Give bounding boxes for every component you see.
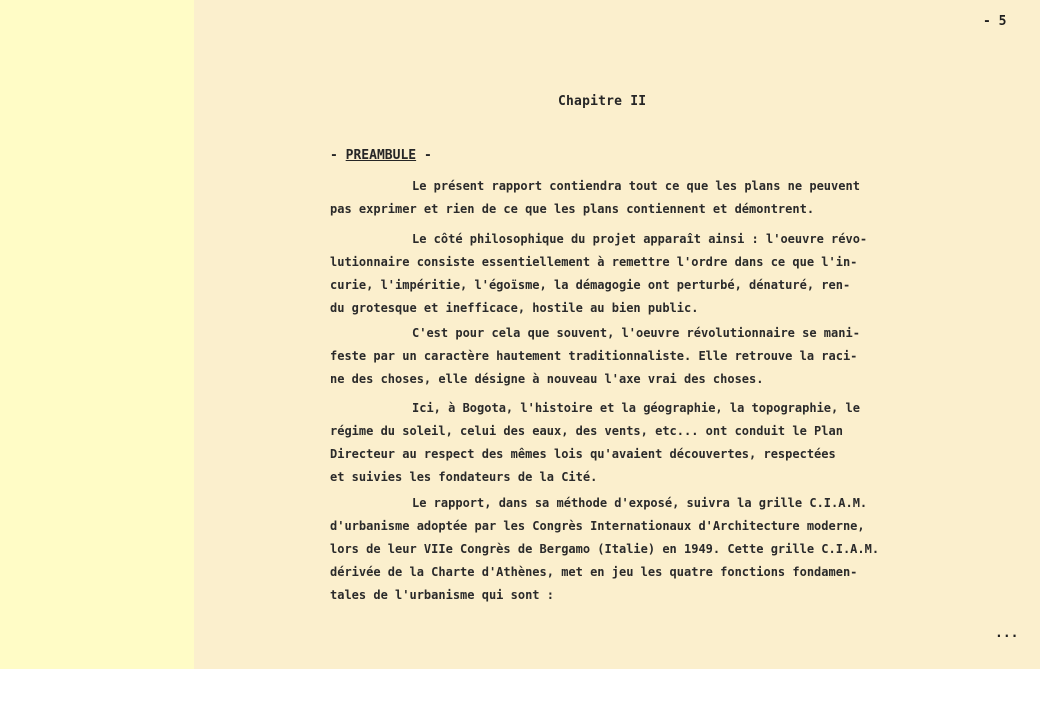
paragraph-2 [330, 228, 950, 320]
text-line: Directeur au respect des mêmes lois qu'avaient découvertes, respectées [330, 447, 836, 461]
text-line: tales de l'urbanisme qui sont : [330, 588, 554, 602]
text-line: pas exprimer et rien de ce que les plans contiennent et démontrent. [330, 202, 815, 216]
text-line: feste par un caractère hautement traditionnaliste. Elle retrouve la raci- [330, 349, 858, 363]
text-line: lors de leur VIIe Congrès de Bergamo (Italie) en 1949. Cette grille C.I.A.M. [330, 542, 880, 556]
continued-marker: ... [995, 626, 1019, 641]
text-line: du grotesque et inefficace, hostile au bien public. [330, 301, 699, 315]
text-line: dérivée de la Charte d'Athènes, met en jeu les quatre fonctions fondamen- [330, 565, 858, 579]
text-line: d'urbanisme adoptée par les Congrès Internationaux d'Architecture moderne, [330, 519, 865, 533]
text-line: Le rapport, dans sa méthode d'exposé, suivra la grille C.I.A.M. [412, 496, 868, 510]
left-margin-strip [0, 0, 194, 669]
paragraph-5 [330, 492, 950, 607]
text-line: régime du soleil, celui des eaux, des vents, etc... ont conduit le Plan [330, 424, 843, 438]
text-line: Ici, à Bogota, l'histoire et la géographie, la topographie, le [412, 401, 860, 415]
text-line: Le présent rapport contiendra tout ce que les plans ne peuvent [412, 179, 860, 193]
page-number: - 5 [983, 14, 1007, 29]
text-line: Le côté philosophique du projet apparaît ainsi : l'oeuvre révo- [412, 232, 868, 246]
paragraph-3 [330, 322, 950, 391]
text-line: et suivies les fondateurs de la Cité. [330, 470, 598, 484]
heading-dash-right: - [423, 148, 432, 163]
text-line: lutionnaire consiste essentiellement à remettre l'ordre dans ce que l'in- [330, 255, 858, 269]
heading-dash-left: - [330, 148, 338, 163]
text-line: curie, l'impéritie, l'égoïsme, la démagogie ont perturbé, dénaturé, ren- [330, 278, 851, 292]
chapter-title: Chapitre II [558, 94, 647, 109]
section-heading [330, 148, 432, 163]
heading-word: PREAMBULE [345, 148, 417, 163]
text-line: ne des choses, elle désigne à nouveau l'axe vrai des choses. [330, 372, 764, 386]
text-line: C'est pour cela que souvent, l'oeuvre révolutionnaire se mani- [412, 326, 860, 340]
paragraph-1 [330, 175, 950, 221]
paragraph-4 [330, 397, 950, 489]
